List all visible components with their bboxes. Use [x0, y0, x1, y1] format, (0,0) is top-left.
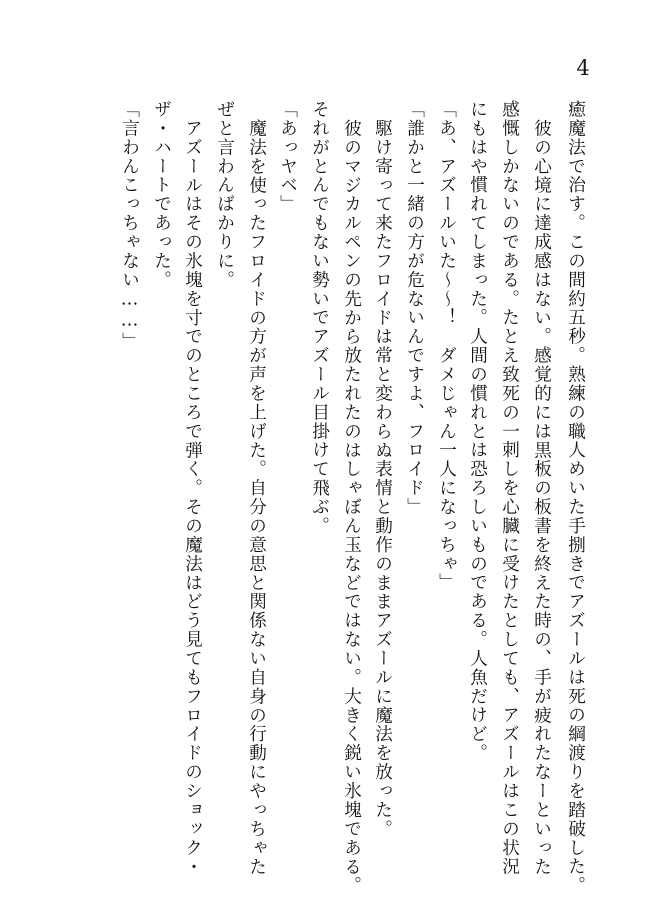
text-line: ザ・ハートであった。: [151, 100, 172, 290]
text-line: 「あ、アズールいた〜〜！ ダメじゃん一人になっちゃ」: [436, 100, 457, 593]
text-line: 彼のマジカルペンの先から放たれたのはしゃぼん玉などではない。大きく鋭い氷塊である。: [341, 119, 362, 896]
text-line: 彼の心境に達成感はない。感覚的には黒板の板書を終えた時の、手が疲れたなーといった: [531, 119, 552, 877]
text-line: 癒魔法で治す。この間約五秒。熟練の職人めいた手捌きでアズールは死の綱渡りを踏破した。: [565, 100, 586, 896]
text-line: 「あっヤベ」: [277, 100, 298, 214]
text-line: 駆け寄って来たフロイドは常と変わらぬ表情と動作のままアズールに魔法を放った。: [372, 119, 393, 839]
text-line: 魔法を使ったフロイドの方が声を上げた。自分の意思と関係ない自身の行動にやっちゃた: [246, 119, 267, 877]
text-line: 「言わんこっちゃない……」: [119, 100, 140, 351]
text-line: にもはや慣れてしまった。人間の慣れとは恐ろしいものである。人魚だけど。: [467, 100, 488, 763]
text-line: アズールはその氷塊を寸でのところで弾く。その魔法はどう見てもフロイドのショック・: [182, 119, 203, 877]
text-line: 感慨しかないのである。たとえ致死の一刺しを心臓に受けたとしても、アズールはこの状況: [499, 100, 520, 877]
page-number: 4: [576, 56, 590, 80]
text-line: ぜと言わんばかりに。: [214, 100, 235, 290]
text-line: それがとんでもない勢いでアズール目掛けて飛ぶ。: [309, 100, 330, 536]
text-line: 「誰かと一緒の方が危ないんですよ、フロイド」: [404, 100, 425, 517]
